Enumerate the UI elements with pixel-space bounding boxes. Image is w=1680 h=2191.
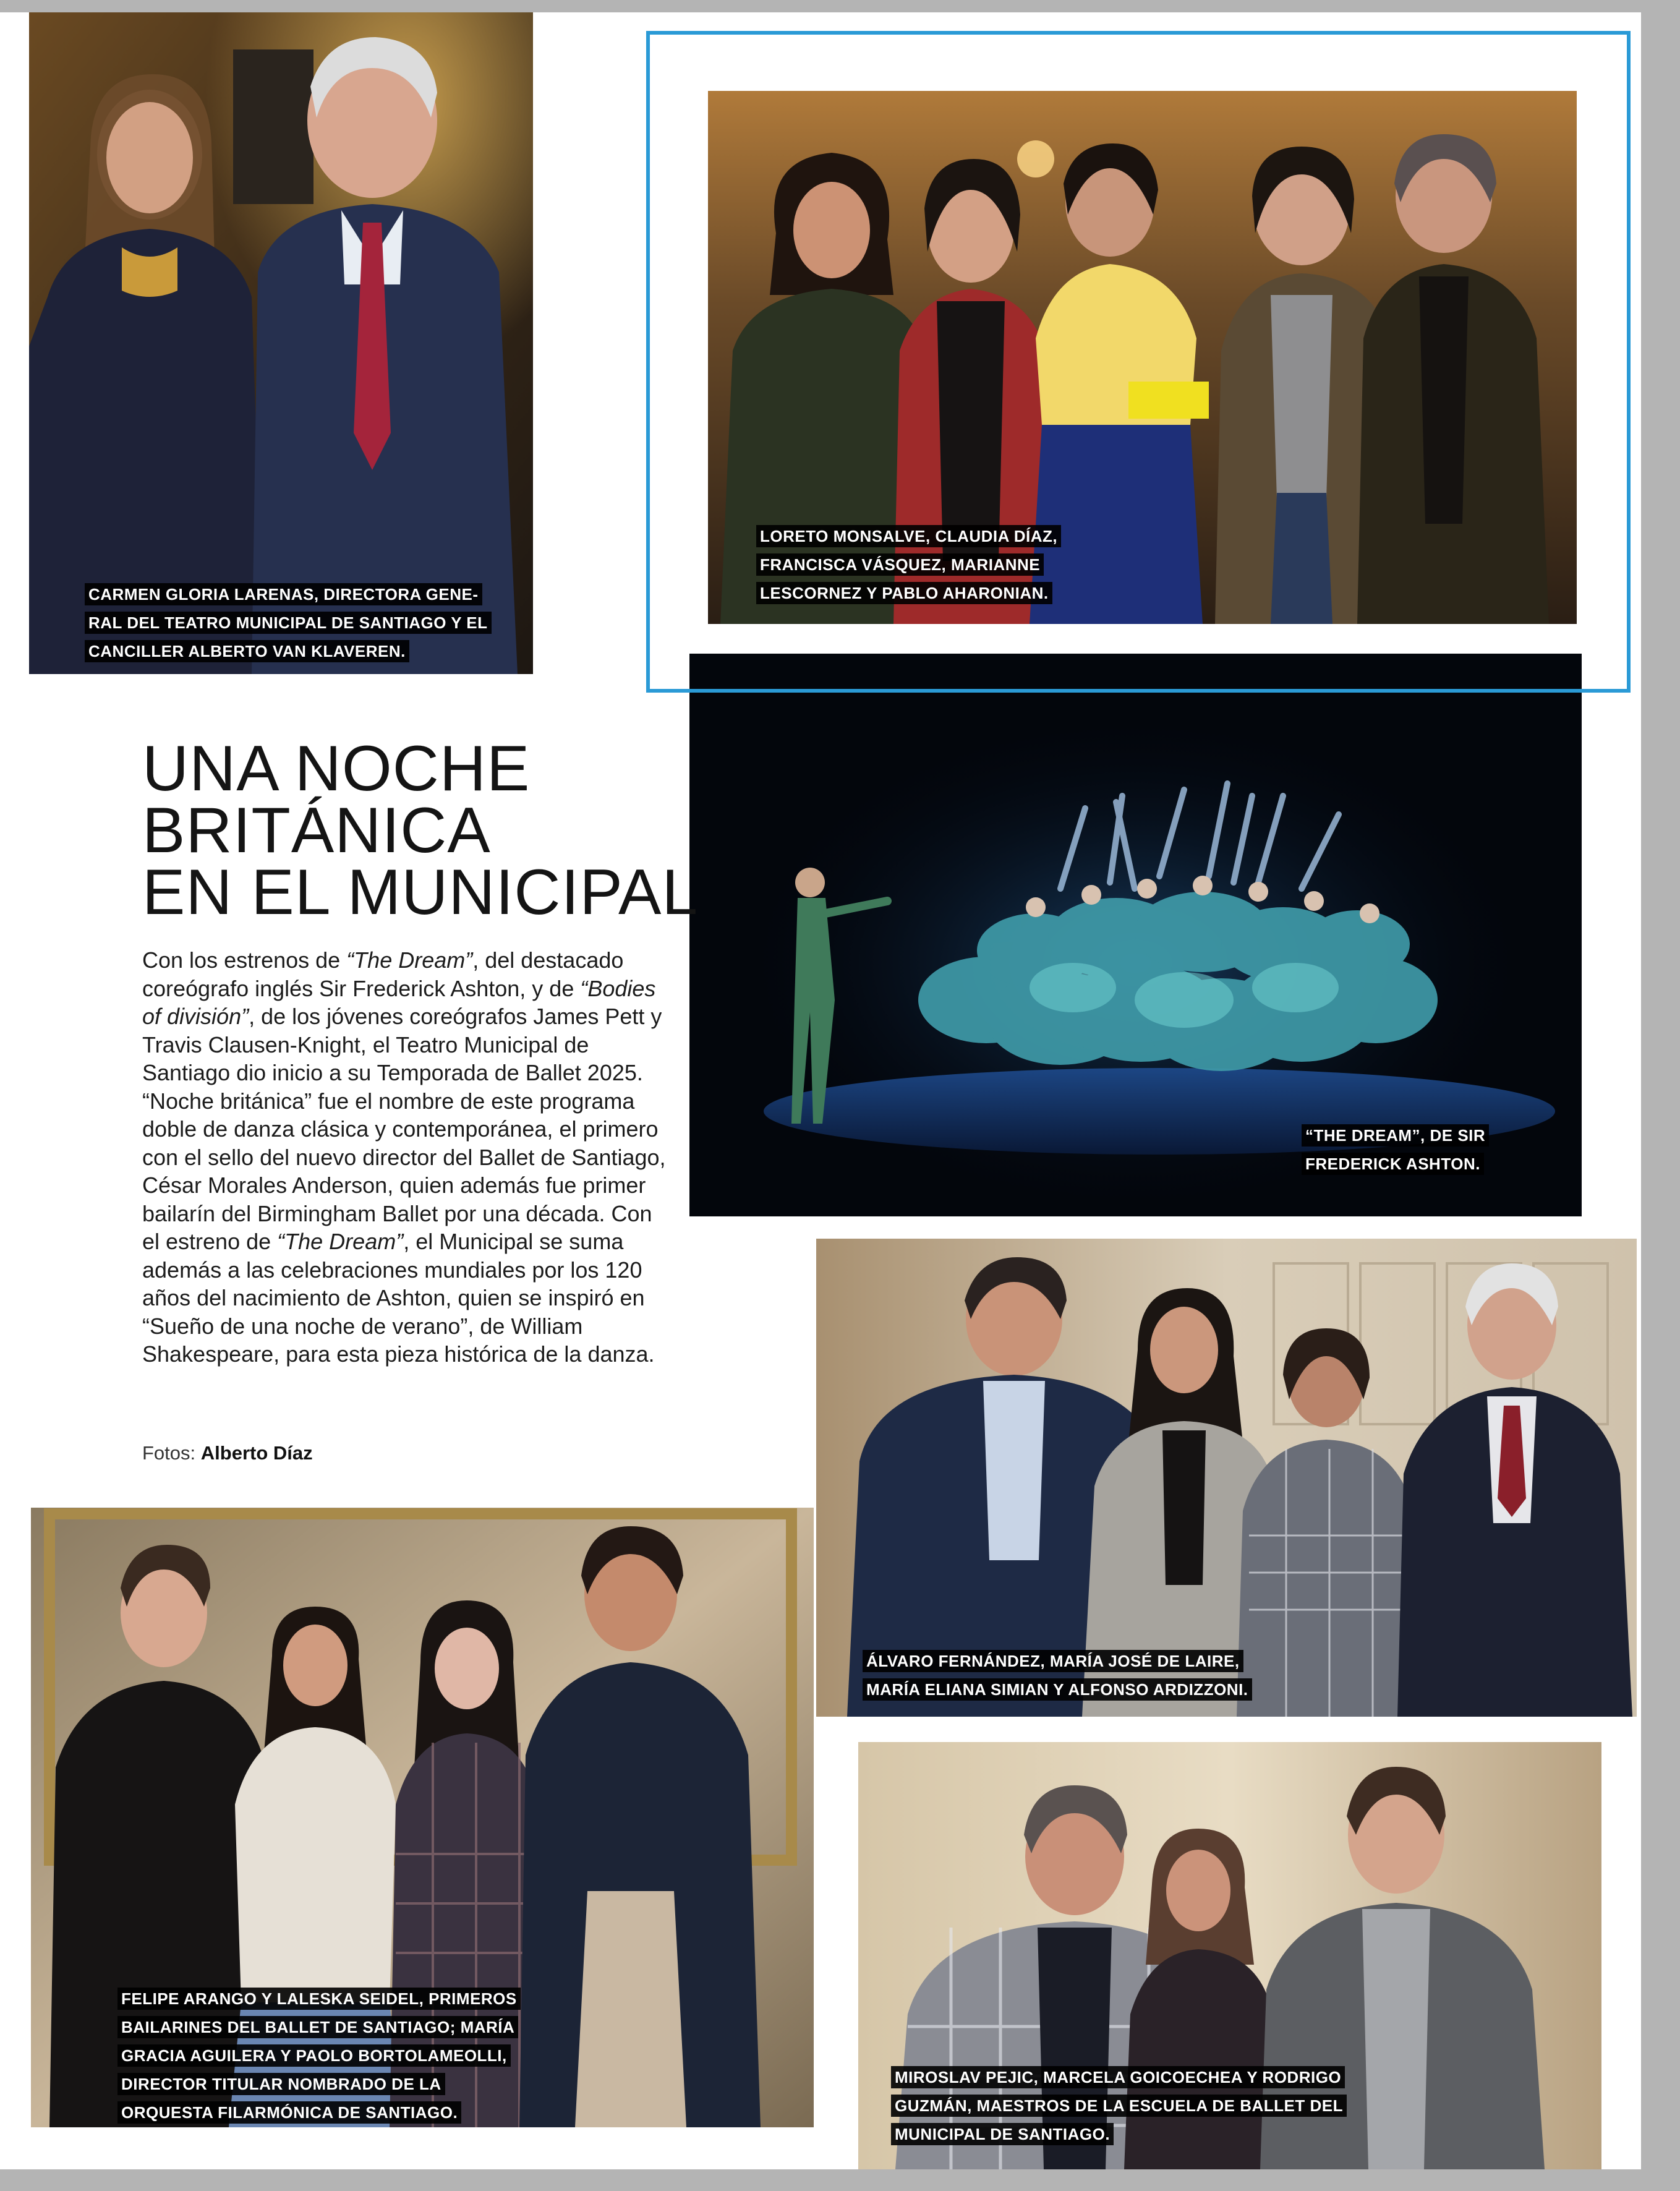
credit-name: Alberto Díaz <box>200 1442 313 1464</box>
photo-fernandez-group <box>816 1239 1637 1717</box>
body-run: Con los estrenos de <box>142 947 347 973</box>
body-run: , del destacado coreógrafo inglés Sir Frederick Ashton, y de <box>142 947 624 1001</box>
photo-arango-group <box>31 1508 814 2127</box>
article-body <box>142 946 674 1369</box>
article-headline <box>142 733 699 928</box>
photo-credit <box>142 1441 313 1466</box>
caption-monsalve <box>756 522 1061 607</box>
caption-pejic <box>891 2063 1347 2148</box>
magazine-page <box>0 12 1641 2169</box>
headline-line-2: BRITÁNICA <box>142 795 491 866</box>
photo-monsalve-group <box>708 91 1577 624</box>
credit-label: Fotos: <box>142 1442 196 1464</box>
caption-dream-text: “THE DREAM”, DE SIR FREDERICK ASHTON. <box>1302 1124 1489 1175</box>
caption-arango-text: FELIPE ARANGO Y LALESKA SEIDEL, PRIMEROS BAILARINES DEL BALLET DE SANTIAGO; MARÍA GRACIA AGUILERA Y PAOLO BORTOLAMEOLLI, DIRECTOR TITULAR NOMBRADO DE LA ORQUESTA FILARMÓNICA DE SANTIAGO. <box>117 1988 521 2124</box>
headline-line-3: EN EL MUNICIPAL <box>142 856 699 928</box>
body-run: , el Municipal se suma además a las celebraciones mundiales por los 120 años del nacimiento de Ashton, quien se inspiró en “Sueño de una noche de verano”, de William Shakespeare, para esta pieza histórica de la danza. <box>142 1229 655 1367</box>
page-edge-right <box>1641 12 1680 2191</box>
page-edge-bottom <box>0 2169 1641 2191</box>
caption-fernandez-text: ÁLVARO FERNÁNDEZ, MARÍA JOSÉ DE LAIRE, MARÍA ELIANA SIMIAN Y ALFONSO ARDIZZONI. <box>863 1650 1252 1701</box>
photo-larenas-scene <box>29 12 533 674</box>
caption-monsalve-text: LORETO MONSALVE, CLAUDIA DÍAZ, FRANCISCA VÁSQUEZ, MARIANNE LESCORNEZ Y PABLO AHARONIAN. <box>756 525 1061 604</box>
photo-pejic-group <box>858 1742 1601 2169</box>
caption-larenas <box>85 580 492 665</box>
photo-larenas-van-klaveren <box>29 12 533 674</box>
photo-fernandez-scene <box>816 1239 1637 1717</box>
caption-larenas-text: CARMEN GLORIA LARENAS, DIRECTORA GENE- RAL DEL TEATRO MUNICIPAL DE SANTIAGO Y EL CANCILLER ALBERTO VAN KLAVEREN. <box>85 583 492 662</box>
photo-the-dream <box>689 654 1582 1216</box>
caption-fernandez <box>863 1647 1252 1704</box>
body-title-italic: “The Dream” <box>277 1229 404 1254</box>
body-title-italic: “Bodies of división” <box>142 975 656 1029</box>
headline-line-1: UNA NOCHE <box>142 733 531 805</box>
caption-dream <box>1302 1121 1489 1178</box>
body-title-italic: “The Dream” <box>346 947 473 973</box>
caption-pejic-text: MIROSLAV PEJIC, MARCELA GOICOECHEA Y RODRIGO GUZMÁN, MAESTROS DE LA ESCUELA DE BALLET DEL MUNICIPAL DE SANTIAGO. <box>891 2066 1347 2145</box>
body-run: , de los jóvenes coreógrafos James Pett y Travis Clausen-Knight, el Teatro Municipal de Santiago dio inicio a su Temporada de Ballet 2025. “Noche británica” fue el nombre de este programa doble de danza clásica y contemporánea, el primero con el sello del nuevo director del Ballet de Santiago, César Morales Anderson, quien además fue primer bailarín del Birmingham Ballet por una década. Con el estreno de <box>142 1004 666 1254</box>
caption-arango <box>117 1984 521 2127</box>
